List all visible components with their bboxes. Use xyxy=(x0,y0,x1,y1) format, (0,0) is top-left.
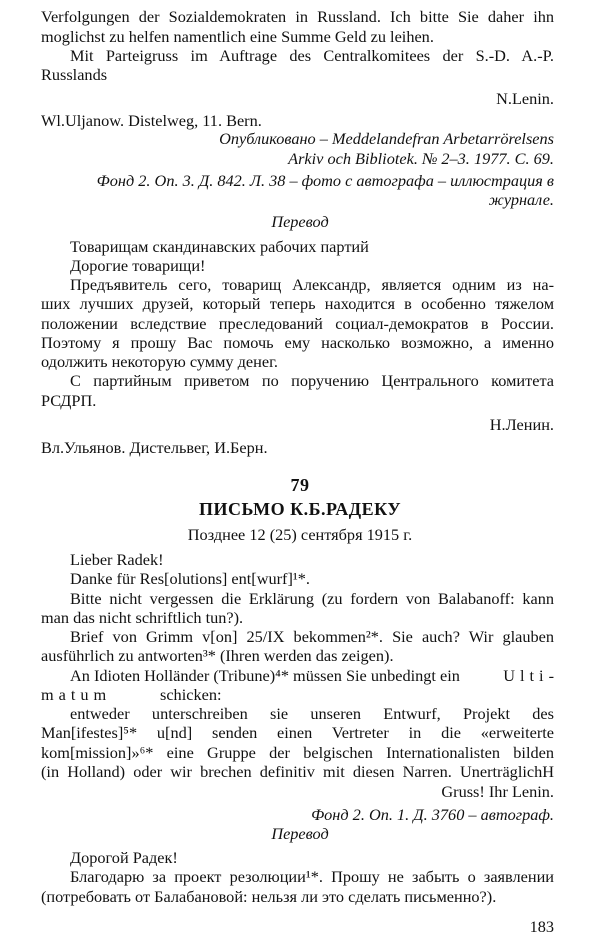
text-line: (in Holland) oder wir brechen definitiv mit diesen Narren. UnerträglichH xyxy=(41,761,554,781)
text-line: С партийным приветом по поручению Центрального комитета xyxy=(70,371,554,391)
text-line: одолжить некоторую сумму денег. xyxy=(41,352,278,372)
address: Вл.Ульянов. Дистельвег, И.Берн. xyxy=(41,438,268,458)
translation-heading: Перевод xyxy=(271,824,329,844)
spaced-word: Ulti- xyxy=(503,665,559,685)
text-line: moglichst zu helfen namentlich eine Summe Geld zu leihen. xyxy=(41,26,434,46)
translation-heading: Перевод xyxy=(271,211,329,231)
document-title: ПИСЬМО К.Б.РАДЕКУ xyxy=(198,498,402,519)
archive-reference: Фонд 2. Оп. 1. Д. 3760 – автограф. xyxy=(311,805,554,824)
text-line: РСДРП. xyxy=(41,390,97,410)
text-line: ших лучших друзей, который теперь находится в особенно тяжелом xyxy=(41,294,554,314)
text-line: (потребовать от Балабановой: нельзя ли это сделать письменно?). xyxy=(41,886,497,906)
signature: N.Lenin. xyxy=(496,88,554,108)
publication-note: Arkiv och Bibliotek. № 2–3. 1977. С. 69. xyxy=(288,148,554,168)
text-line: Благодарю за проект резолюции¹*. Прошу не забыть о заявлении xyxy=(70,867,554,887)
text-line: Man[ifestes]⁵* u[nd] senden einen Vertreter in die «erweiterte xyxy=(41,723,554,743)
archive-reference: журнале. xyxy=(488,189,554,209)
text-line: Mit Parteigruss im Auftrage des Centralkomitees der S.-D. A.-P. xyxy=(70,45,554,65)
text-line: kom[mission]»⁶* eine Gruppe der belgischen Internationalisten bilden xyxy=(41,742,554,762)
signature: Gruss! Ihr Lenin. xyxy=(441,782,554,802)
signature: Н.Ленин. xyxy=(489,415,554,435)
text-line: Товарищам скандинавских рабочих партий xyxy=(70,236,369,256)
text-line: положении вследствие преследований социал-демократов в России. xyxy=(41,313,554,333)
text-line: Дорогой Радек! xyxy=(70,848,178,868)
text-line: Lieber Radek! xyxy=(70,550,164,570)
text-line: ausführlich zu antworten³* (Ihren werden das zeigen). xyxy=(41,646,394,666)
text-line: An Idioten Holländer (Tribune)⁴* müssen Sie unbedingt ein xyxy=(70,665,460,685)
page-number: 183 xyxy=(529,916,554,936)
text-line: Предъявитель сего, товарищ Александр, является одним из на- xyxy=(70,275,554,294)
text-line: man das nicht schriftlich tun?). xyxy=(41,607,244,627)
text-line: Russlands xyxy=(41,65,108,85)
text-line: Danke für Res[olutions] ent[wurf]¹*. xyxy=(70,569,310,589)
text-line: Brief von Grimm v[on] 25/IX bekommen²*. Sie auch? Wir glauben xyxy=(70,627,554,647)
address: Wl.Uljanow. Distelweg, 11. Bern. xyxy=(41,110,262,130)
text-line: Verfolgungen der Sozialdemokraten in Russland. Ich bitte Sie daher ihn xyxy=(41,7,554,27)
text-line: Дорогие товарищи! xyxy=(70,255,206,275)
spaced-word: matum xyxy=(41,684,112,704)
text-line: Поэтому я прошу Вас помочь ему насколько возможно, а именно xyxy=(41,332,554,352)
publication-note: Опубликовано – Meddelandefran Arbetarrörelsens xyxy=(219,129,554,149)
document-date: Позднее 12 (25) сентября 1915 г. xyxy=(187,525,413,545)
document-number: 79 xyxy=(290,474,310,495)
text-line: entweder unterschreiben sie unseren Entwurf, Projekt des xyxy=(70,704,554,724)
text-line: Bitte nicht vergessen die Erklärung (zu fordern von Balabanoff: kann xyxy=(70,588,554,608)
archive-reference: Фонд 2. Оп. 3. Д. 842. Л. 38 – фото с автографа – иллюстрация в xyxy=(96,170,554,190)
text-line: schicken: xyxy=(160,684,222,704)
